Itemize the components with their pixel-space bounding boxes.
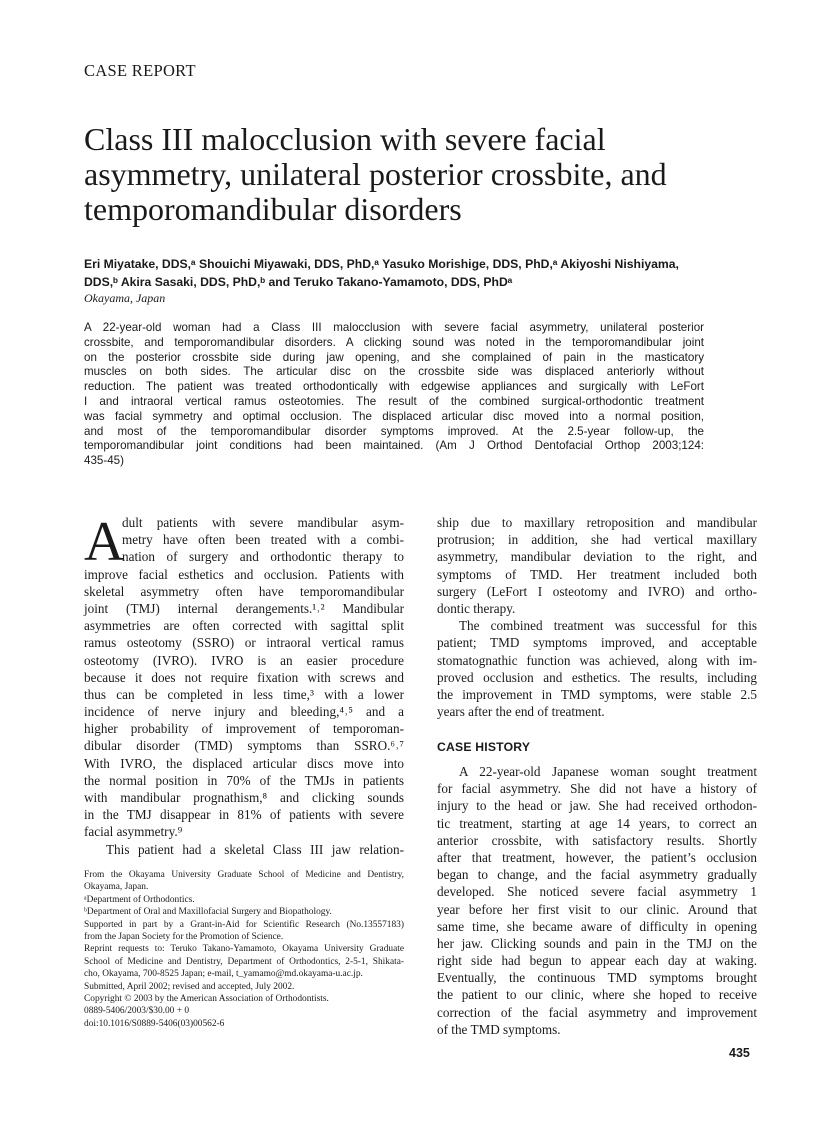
body-right-column [437, 514, 757, 720]
body-line: the improvement in TMD symptoms, were stable 2.5 [437, 686, 757, 702]
body-line: symptoms of TMD. Her treatment included both [437, 566, 757, 582]
body-line: improve facial esthetics and occlusion. Patients with [84, 566, 404, 582]
abstract-line: and most of the temporomandibular disorder symptoms improved. At the 2.5-year follow-up, the [84, 424, 704, 438]
body-line: after that treatment, however, the patient’s occlusion [437, 849, 757, 865]
body-line: stomatognathic function was achieved, along with im- [437, 652, 757, 668]
body-line: patient; TMD symptoms improved, and acceptable [437, 635, 757, 651]
abstract-line: muscles on both sides. The articular disc on the crossbite side was displaced anteriorly without [84, 365, 704, 379]
abstract-line: crossbite, and temporomandibular disorders. A clicking sound was noted in the temporomandibular joint [84, 335, 704, 349]
abstract-line: was facial symmetry and optimal occlusion. The displaced articular disc moved into a normal position, [84, 409, 704, 423]
body-line: surgery (LeFort I osteotomy and IVRO) and ortho- [437, 583, 757, 599]
body-line: facial asymmetry.⁹ [84, 824, 183, 840]
footnote-line: Okayama, Japan. [84, 882, 149, 893]
body-line: anterior crossbite, with satisfactory results. Shortly [437, 832, 757, 848]
abstract-line: I and intraoral vertical ramus osteotomies. The result of the combined surgical-orthodontic treatment [84, 394, 704, 408]
footnote-line: Copyright © 2003 by the American Association of Orthodontists. [84, 993, 329, 1004]
body-line: the patient to our clinic, where she hoped to receive [437, 987, 757, 1003]
footnote-line: School of Medicine and Dentistry, Department of Orthodontics, 2-5-1, Shikata- [84, 956, 404, 967]
case-history-text [437, 763, 757, 1038]
body-line: began to change, and the facial asymmetry gradually [437, 867, 757, 883]
article-title [84, 122, 764, 227]
abstract [84, 321, 704, 469]
body-line: dult patients with severe mandibular asym- [122, 515, 404, 530]
footnote-line: ᵇDepartment of Oral and Maxillofacial Surgery and Biopathology. [84, 907, 332, 918]
body-line: asymmetries are often corrected with sagittal split [84, 618, 404, 634]
title-line: asymmetry, unilateral posterior crossbite, and [84, 156, 667, 192]
body-line: for facial asymmetry. She did not have a history of [437, 781, 757, 797]
body-line: incidence of nerve injury and bleeding,⁴˒⁵ and a [84, 704, 404, 720]
drop-cap: A [84, 511, 125, 573]
body-line: proved occlusion and esthetics. The results, including [437, 669, 757, 685]
body-line: protrusion; in addition, she had vertical maxillary [437, 532, 757, 548]
body-line: joint (TMJ) internal derangements.¹˒² Mandibular [84, 600, 404, 616]
abstract-line: on the posterior crossbite side during jaw opening, and she complained of pain in the masticatory [84, 350, 704, 364]
body-line: tic treatment, starting at age 14 years, to correct an [437, 815, 757, 831]
footnote-line: Supported in part by a Grant-in-Aid for Scientific Research (No.13557183) [84, 919, 404, 930]
body-line: dibular disorder (TMD) symptoms than SSRO.⁶˒⁷ [84, 738, 404, 754]
footnotes [84, 869, 404, 1030]
body-line: A 22-year-old Japanese woman sought treatment [459, 764, 757, 779]
body-left-column [84, 511, 404, 858]
body-line: nation of surgery and orthodontic therapy to [122, 549, 404, 565]
title-line: temporomandibular disorders [84, 191, 462, 227]
author-line: Eri Miyatake, DDS,ᵃ Shouichi Miyawaki, DDS, PhD,ᵃ Yasuko Morishige, DDS, PhD,ᵃ Akiyoshi Nishiyama, [84, 257, 679, 271]
title-line: Class III malocclusion with severe facial [84, 121, 606, 157]
body-line: her jaw. Clicking sounds and pain in the TMJ on the [437, 935, 757, 951]
abstract-line: A 22-year-old woman had a Class III malocclusion with severe facial asymmetry, unilateral posterior [84, 321, 704, 334]
footnote-line: Submitted, April 2002; revised and accepted, July 2002. [84, 981, 295, 992]
case-history-heading: CASE HISTORY [437, 740, 531, 754]
body-line: with mandibular prognathism,⁸ and clicking sounds [84, 790, 404, 805]
body-line: because it does not require fixation with screws and [84, 669, 404, 685]
body-line: thus can be completed in less time,³ with a lower [84, 686, 404, 702]
footnote-line: cho, Okayama, 700-8525 Japan; e-mail, t_yamamo@md.okayama-u.ac.jp. [84, 969, 363, 980]
abstract-line: reduction. The patient was treated orthodontically with edgewise appliances and surgically with LeFort [84, 380, 704, 394]
body-line: asymmetry, mandibular deviation to the right, and [437, 549, 757, 565]
section-label: CASE REPORT [84, 61, 196, 80]
body-line: in the TMJ disappear in 81% of patients with severe [84, 807, 404, 823]
footnote-line: from the Japan Society for the Promotion of Science. [84, 931, 284, 942]
body-line: Eventually, the continuous TMD symptoms brought [437, 970, 757, 986]
footnote-line: Reprint requests to: Teruko Takano-Yamamoto, Okayama University Graduate [84, 944, 404, 955]
body-line: correction of the facial asymmetry and improvement [437, 1004, 757, 1020]
body-line: the normal position in 70% of the TMJs in patients [84, 772, 404, 788]
body-line: right side had begun to appear each day at waking. [437, 953, 757, 969]
body-line: of the TMD symptoms. [437, 1021, 561, 1037]
body-line: developed. She noticed severe facial asymmetry 1 [437, 884, 757, 900]
body-line: The combined treatment was successful for this [459, 618, 757, 634]
body-line: higher probability of improvement of temporoman- [84, 721, 404, 737]
author-affiliation: Okayama, Japan [84, 291, 166, 305]
footnote-line: From the Okayama University Graduate School of Medicine and Dentistry, [84, 870, 404, 880]
body-line: same time, she became aware of difficulty in opening [437, 918, 757, 934]
author-line: DDS,ᵇ Akira Sasaki, DDS, PhD,ᵇ and Teruko Takano-Yamamoto, DDS, PhDᵃ [84, 275, 513, 289]
intro-paragraph [84, 511, 404, 858]
body-line: skeletal asymmetry often have temporomandibular [84, 583, 404, 599]
body-line: With IVRO, the displaced articular discs move into [84, 755, 404, 771]
body-line: year before her first visit to our clinic. Around that [437, 901, 757, 917]
body-line: injury to the head or jaw. She had received orthodon- [437, 798, 757, 814]
body-line: osteotomy (IVRO). IVRO is an easier procedure [84, 652, 404, 668]
abstract-line: temporomandibular joint conditions had been maintained. (Am J Orthod Dentofacial Orthop 2003;124: [84, 439, 704, 453]
footnote-line: ᵃDepartment of Orthodontics. [84, 894, 195, 905]
footnote-line: 0889-5406/2003/$30.00 + 0 [84, 1006, 190, 1017]
body-line: ship due to maxillary retroposition and mandibular [437, 515, 757, 530]
body-line: This patient had a skeletal Class III jaw relation- [106, 841, 404, 857]
footnote-line: doi:10.1016/S0889-5406(03)00562-6 [84, 1018, 225, 1029]
page-number: 435 [729, 1046, 750, 1060]
body-line: years after the end of treatment. [437, 704, 605, 720]
body-line: dontic therapy. [437, 600, 516, 616]
body-line: ramus osteotomy (SSRO) or intraoral vertical ramus [84, 635, 404, 651]
abstract-line: 435-45) [84, 454, 124, 468]
author-list [84, 255, 744, 291]
body-line: metry have often been treated with a combi- [122, 532, 404, 548]
